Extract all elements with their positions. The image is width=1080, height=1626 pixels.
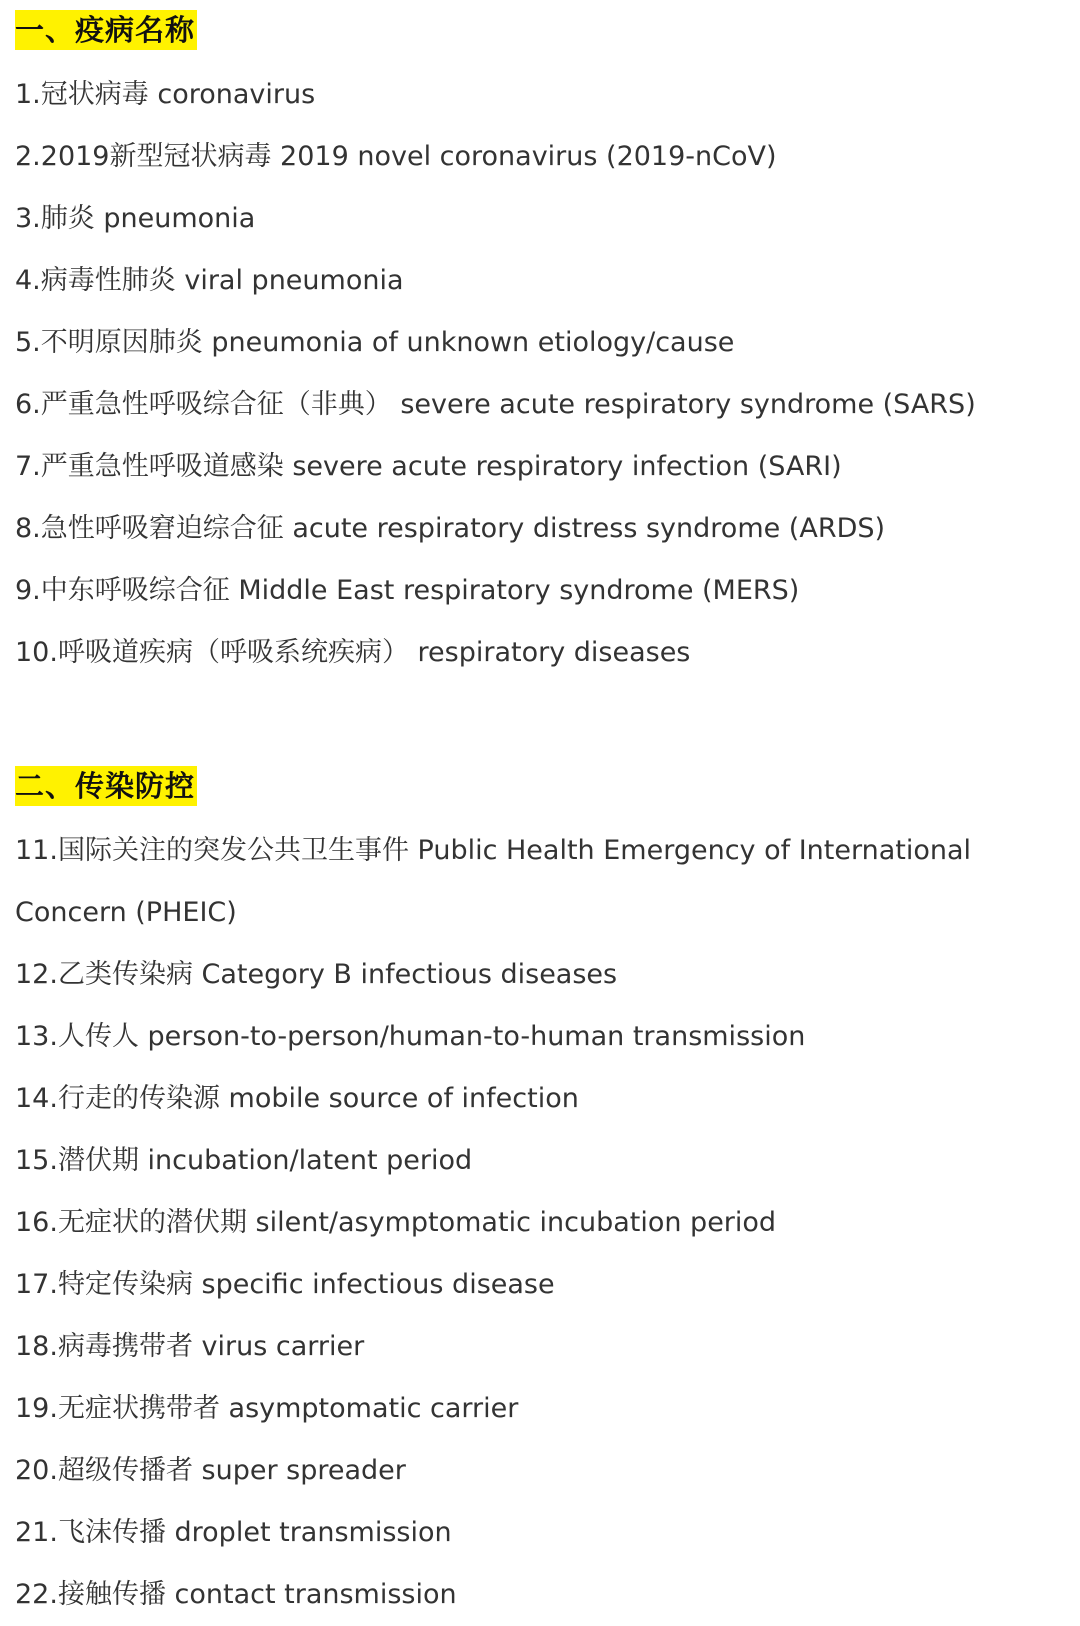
list-item: 15.潜伏期 incubation/latent period [15,1145,473,1176]
section-spacer [15,684,1080,756]
list-item: 1.冠状病毒 coronavirus [15,79,316,110]
list-item: 5.不明原因肺炎 pneumonia of unknown etiology/cause [15,327,735,358]
list-item: 11.国际关注的突发公共卫生事件 Public Health Emergency of International Concern (PHEIC) [15,835,972,928]
section-disease-names [15,0,1080,684]
list-item: 22.接触传播 contact transmission [15,1579,457,1610]
list-item: 21.飞沫传播 droplet transmission [15,1517,452,1548]
list-item: 9.中东呼吸综合征 Middle East respiratory syndrome (MERS) [15,575,800,606]
section-heading-row [15,756,1080,820]
list-item: 14.行走的传染源 mobile source of infection [15,1083,579,1114]
list-item: 16.无症状的潜伏期 silent/asymptomatic incubation period [15,1207,777,1238]
list-item: 12.乙类传染病 Category B infectious diseases [15,959,618,990]
list-item: 18.病毒携带者 virus carrier [15,1331,365,1362]
list-item: 7.严重急性呼吸道感染 severe acute respiratory infection (SARI) [15,451,842,482]
list-item: 2.2019新型冠状病毒 2019 novel coronavirus (2019-nCoV) [15,141,777,172]
section-infection-control [15,756,1080,1626]
list-item: 19.无症状携带者 asymptomatic carrier [15,1393,519,1424]
section-heading: 一、疫病名称 [15,10,197,50]
list-item: 3.肺炎 pneumonia [15,203,256,234]
list-item: 17.特定传染病 specific infectious disease [15,1269,555,1300]
list-item: 10.呼吸道疾病（呼吸系统疾病） respiratory diseases [15,637,691,668]
list-item: 4.病毒性肺炎 viral pneumonia [15,265,404,296]
section-heading-row [15,0,1080,64]
list-item: 20.超级传播者 super spreader [15,1455,406,1486]
list-item: 8.急性呼吸窘迫综合征 acute respiratory distress syndrome (ARDS) [15,513,886,544]
list-item: 13.人传人 person-to-person/human-to-human transmission [15,1021,806,1052]
list-item: 6.严重急性呼吸综合征（非典） severe acute respiratory syndrome (SARS) [15,389,976,420]
section-heading: 二、传染防控 [15,766,197,806]
